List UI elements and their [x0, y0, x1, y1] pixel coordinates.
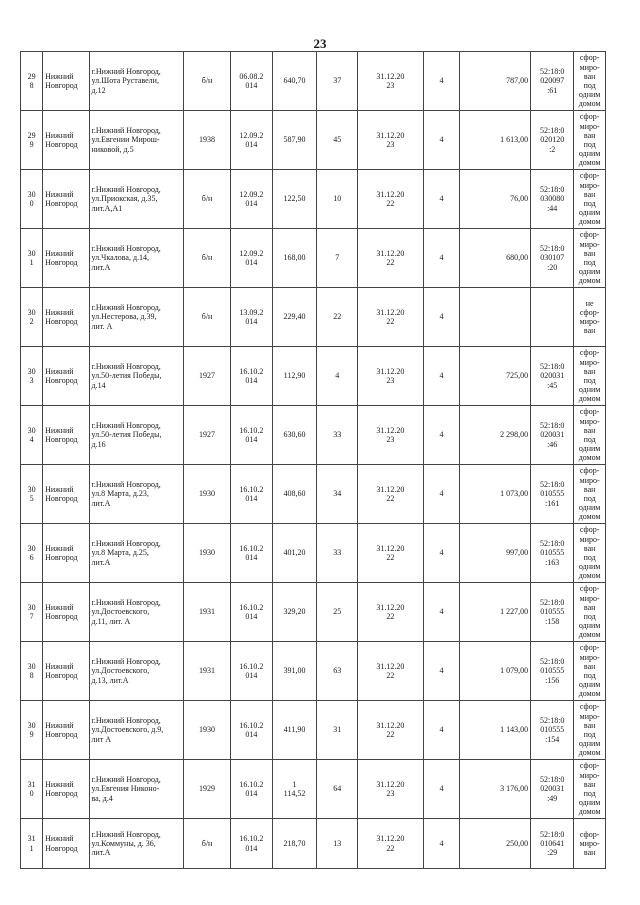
- registry-rows: [21, 52, 606, 869]
- build-year-or-doc: 1927: [184, 406, 230, 465]
- residents-count: 34: [317, 465, 358, 524]
- resettlement-term: 31.12.20 23: [358, 111, 423, 170]
- residents-count: 7: [317, 229, 358, 288]
- cost: 1 227,00: [460, 583, 531, 642]
- municipality: Нижний Новгород: [43, 642, 89, 701]
- row-number: 29 8: [21, 52, 43, 111]
- cadastral-number: 52:18:0 020120 :2: [531, 111, 574, 170]
- cadastral-number: 52:18:0 020031 :45: [531, 347, 574, 406]
- area: 408,60: [272, 465, 316, 524]
- cost: 1 073,00: [460, 465, 531, 524]
- row-number: 30 2: [21, 288, 43, 347]
- recognition-date: 16.10.2 014: [230, 701, 272, 760]
- municipality: Нижний Новгород: [43, 465, 89, 524]
- page-number: 23: [313, 36, 327, 51]
- land-plot-status: не сфор- миро- ван: [574, 288, 606, 347]
- area: 112,90: [272, 347, 316, 406]
- category: 4: [423, 583, 460, 642]
- address: г.Нижний Новгород, ул.8 Марта, д.23, лит.А: [89, 465, 184, 524]
- cost: 1 079,00: [460, 642, 531, 701]
- area: 391,00: [272, 642, 316, 701]
- residents-count: 45: [317, 111, 358, 170]
- land-plot-status: сфор- миро- ван под одним домом: [574, 229, 606, 288]
- table-row: [21, 524, 606, 583]
- area: 229,40: [272, 288, 316, 347]
- category: 4: [423, 760, 460, 819]
- area: 122,50: [272, 170, 316, 229]
- land-plot-status: сфор- миро- ван: [574, 819, 606, 869]
- land-plot-status: сфор- миро- ван под одним домом: [574, 524, 606, 583]
- category: 4: [423, 701, 460, 760]
- table-row: [21, 111, 606, 170]
- cadastral-number: 52:18:0 010555 :154: [531, 701, 574, 760]
- recognition-date: 12.09.2 014: [230, 111, 272, 170]
- row-number: 30 6: [21, 524, 43, 583]
- municipality: Нижний Новгород: [43, 170, 89, 229]
- land-plot-status: сфор- миро- ван под одним домом: [574, 111, 606, 170]
- area: 587,90: [272, 111, 316, 170]
- cadastral-number: [531, 288, 574, 347]
- residents-count: 4: [317, 347, 358, 406]
- recognition-date: 16.10.2 014: [230, 406, 272, 465]
- build-year-or-doc: б/н: [184, 819, 230, 869]
- resettlement-term: 31.12.20 22: [358, 288, 423, 347]
- area: 411,90: [272, 701, 316, 760]
- row-number: 30 7: [21, 583, 43, 642]
- address: г.Нижний Новгород, ул.Достоевского, д.11, лит. А: [89, 583, 184, 642]
- cost: 680,00: [460, 229, 531, 288]
- resettlement-term: 31.12.20 23: [358, 760, 423, 819]
- cadastral-number: 52:18:0 010641 :29: [531, 819, 574, 869]
- category: 4: [423, 288, 460, 347]
- municipality: Нижний Новгород: [43, 111, 89, 170]
- cadastral-number: 52:18:0 010555 :158: [531, 583, 574, 642]
- municipality: Нижний Новгород: [43, 288, 89, 347]
- resettlement-term: 31.12.20 22: [358, 583, 423, 642]
- category: 4: [423, 347, 460, 406]
- row-number: 30 8: [21, 642, 43, 701]
- municipality: Нижний Новгород: [43, 347, 89, 406]
- row-number: 29 9: [21, 111, 43, 170]
- category: 4: [423, 229, 460, 288]
- cadastral-number: 52:18:0 030107 :20: [531, 229, 574, 288]
- area: 329,20: [272, 583, 316, 642]
- address: г.Нижний Новгород, ул.Достоевского, д.13, лит.А: [89, 642, 184, 701]
- table-row: [21, 52, 606, 111]
- municipality: Нижний Новгород: [43, 406, 89, 465]
- table-row: [21, 229, 606, 288]
- residents-count: 63: [317, 642, 358, 701]
- row-number: 30 1: [21, 229, 43, 288]
- resettlement-term: 31.12.20 23: [358, 52, 423, 111]
- table-row: [21, 701, 606, 760]
- recognition-date: 16.10.2 014: [230, 760, 272, 819]
- cost: 76,00: [460, 170, 531, 229]
- residents-count: 13: [317, 819, 358, 869]
- cost: 250,00: [460, 819, 531, 869]
- build-year-or-doc: 1931: [184, 583, 230, 642]
- residents-count: 25: [317, 583, 358, 642]
- row-number: 31 1: [21, 819, 43, 869]
- residents-count: 31: [317, 701, 358, 760]
- resettlement-term: 31.12.20 23: [358, 406, 423, 465]
- row-number: 30 5: [21, 465, 43, 524]
- address: г.Нижний Новгород, ул.Шота Руставели, д.12: [89, 52, 184, 111]
- category: 4: [423, 52, 460, 111]
- land-plot-status: сфор- миро- ван под одним домом: [574, 406, 606, 465]
- resettlement-term: 31.12.20 22: [358, 229, 423, 288]
- land-plot-status: сфор- миро- ван под одним домом: [574, 642, 606, 701]
- row-number: 31 0: [21, 760, 43, 819]
- build-year-or-doc: 1930: [184, 524, 230, 583]
- row-number: 30 0: [21, 170, 43, 229]
- category: 4: [423, 524, 460, 583]
- resettlement-term: 31.12.20 23: [358, 347, 423, 406]
- land-plot-status: сфор- миро- ван под одним домом: [574, 170, 606, 229]
- recognition-date: 16.10.2 014: [230, 465, 272, 524]
- residents-count: 22: [317, 288, 358, 347]
- residents-count: 10: [317, 170, 358, 229]
- table-row: [21, 819, 606, 869]
- category: 4: [423, 642, 460, 701]
- address: г.Нижний Новгород, ул.Евгении Мирош- никовой, д.5: [89, 111, 184, 170]
- build-year-or-doc: 1930: [184, 465, 230, 524]
- recognition-date: 16.10.2 014: [230, 583, 272, 642]
- recognition-date: 16.10.2 014: [230, 347, 272, 406]
- table-row: [21, 642, 606, 701]
- table-row: [21, 760, 606, 819]
- cost: 725,00: [460, 347, 531, 406]
- address: г.Нижний Новгород, ул.Евгения Никоно- ва, д.4: [89, 760, 184, 819]
- cadastral-number: 52:18:0 020031 :46: [531, 406, 574, 465]
- address: г.Нижний Новгород, ул.Чкалова, д.14, лит.А: [89, 229, 184, 288]
- municipality: Нижний Новгород: [43, 760, 89, 819]
- address: г.Нижний Новгород, ул.50-летия Победы, д.16: [89, 406, 184, 465]
- area: 168,00: [272, 229, 316, 288]
- table-row: [21, 465, 606, 524]
- cost: 3 176,00: [460, 760, 531, 819]
- area: 218,70: [272, 819, 316, 869]
- table-row: [21, 406, 606, 465]
- address: г.Нижний Новгород, ул.50-летия Победы, д.14: [89, 347, 184, 406]
- build-year-or-doc: 1931: [184, 642, 230, 701]
- area: 630,60: [272, 406, 316, 465]
- residents-count: 64: [317, 760, 358, 819]
- category: 4: [423, 465, 460, 524]
- resettlement-term: 31.12.20 22: [358, 642, 423, 701]
- address: г.Нижний Новгород, ул.Коммуны, д. 36, лит.А: [89, 819, 184, 869]
- recognition-date: 16.10.2 014: [230, 642, 272, 701]
- land-plot-status: сфор- миро- ван под одним домом: [574, 465, 606, 524]
- build-year-or-doc: 1927: [184, 347, 230, 406]
- municipality: Нижний Новгород: [43, 583, 89, 642]
- recognition-date: 13.09.2 014: [230, 288, 272, 347]
- row-number: 30 9: [21, 701, 43, 760]
- build-year-or-doc: 1930: [184, 701, 230, 760]
- cadastral-number: 52:18:0 010555 :163: [531, 524, 574, 583]
- land-plot-status: сфор- миро- ван под одним домом: [574, 347, 606, 406]
- build-year-or-doc: б/н: [184, 52, 230, 111]
- resettlement-term: 31.12.20 22: [358, 819, 423, 869]
- category: 4: [423, 819, 460, 869]
- land-plot-status: сфор- миро- ван под одним домом: [574, 760, 606, 819]
- resettlement-term: 31.12.20 22: [358, 170, 423, 229]
- address: г.Нижний Новгород, ул.Достоевского, д.9, лит А: [89, 701, 184, 760]
- cadastral-number: 52:18:0 010555 :156: [531, 642, 574, 701]
- row-number: 30 3: [21, 347, 43, 406]
- recognition-date: 16.10.2 014: [230, 819, 272, 869]
- address: г.Нижний Новгород, ул.Приокская, д.35, лит.А,А1: [89, 170, 184, 229]
- build-year-or-doc: 1929: [184, 760, 230, 819]
- residents-count: 33: [317, 406, 358, 465]
- land-plot-status: сфор- миро- ван под одним домом: [574, 701, 606, 760]
- municipality: Нижний Новгород: [43, 819, 89, 869]
- area: 401,20: [272, 524, 316, 583]
- build-year-or-doc: 1938: [184, 111, 230, 170]
- cost: 997,00: [460, 524, 531, 583]
- cadastral-number: 52:18:0 010555 :161: [531, 465, 574, 524]
- table-row: [21, 347, 606, 406]
- area: 1 114,52: [272, 760, 316, 819]
- cost: 1 143,00: [460, 701, 531, 760]
- cost: 1 613,00: [460, 111, 531, 170]
- category: 4: [423, 406, 460, 465]
- table-row: [21, 170, 606, 229]
- municipality: Нижний Новгород: [43, 229, 89, 288]
- build-year-or-doc: б/н: [184, 288, 230, 347]
- recognition-date: 12.09.2 014: [230, 170, 272, 229]
- build-year-or-doc: б/н: [184, 229, 230, 288]
- resettlement-term: 31.12.20 22: [358, 701, 423, 760]
- cost: 787,00: [460, 52, 531, 111]
- land-plot-status: сфор- миро- ван под одним домом: [574, 583, 606, 642]
- residents-count: 33: [317, 524, 358, 583]
- housing-registry-table: [20, 51, 606, 869]
- address: г.Нижний Новгород, ул.Нестерова, д.39, лит. А: [89, 288, 184, 347]
- area: 640,70: [272, 52, 316, 111]
- municipality: Нижний Новгород: [43, 701, 89, 760]
- cadastral-number: 52:18:0 030080 :44: [531, 170, 574, 229]
- row-number: 30 4: [21, 406, 43, 465]
- cadastral-number: 52:18:0 020031 :49: [531, 760, 574, 819]
- resettlement-term: 31.12.20 22: [358, 524, 423, 583]
- residents-count: 37: [317, 52, 358, 111]
- resettlement-term: 31.12.20 22: [358, 465, 423, 524]
- build-year-or-doc: б/н: [184, 170, 230, 229]
- land-plot-status: сфор- миро- ван под одним домом: [574, 52, 606, 111]
- municipality: Нижний Новгород: [43, 52, 89, 111]
- cost: [460, 288, 531, 347]
- recognition-date: 12.09.2 014: [230, 229, 272, 288]
- table-row: [21, 288, 606, 347]
- category: 4: [423, 170, 460, 229]
- recognition-date: 16.10.2 014: [230, 524, 272, 583]
- municipality: Нижний Новгород: [43, 524, 89, 583]
- table-row: [21, 583, 606, 642]
- recognition-date: 06.08.2 014: [230, 52, 272, 111]
- cadastral-number: 52:18:0 020097 :61: [531, 52, 574, 111]
- cost: 2 298,00: [460, 406, 531, 465]
- category: 4: [423, 111, 460, 170]
- address: г.Нижний Новгород, ул.8 Марта, д.25, лит.А: [89, 524, 184, 583]
